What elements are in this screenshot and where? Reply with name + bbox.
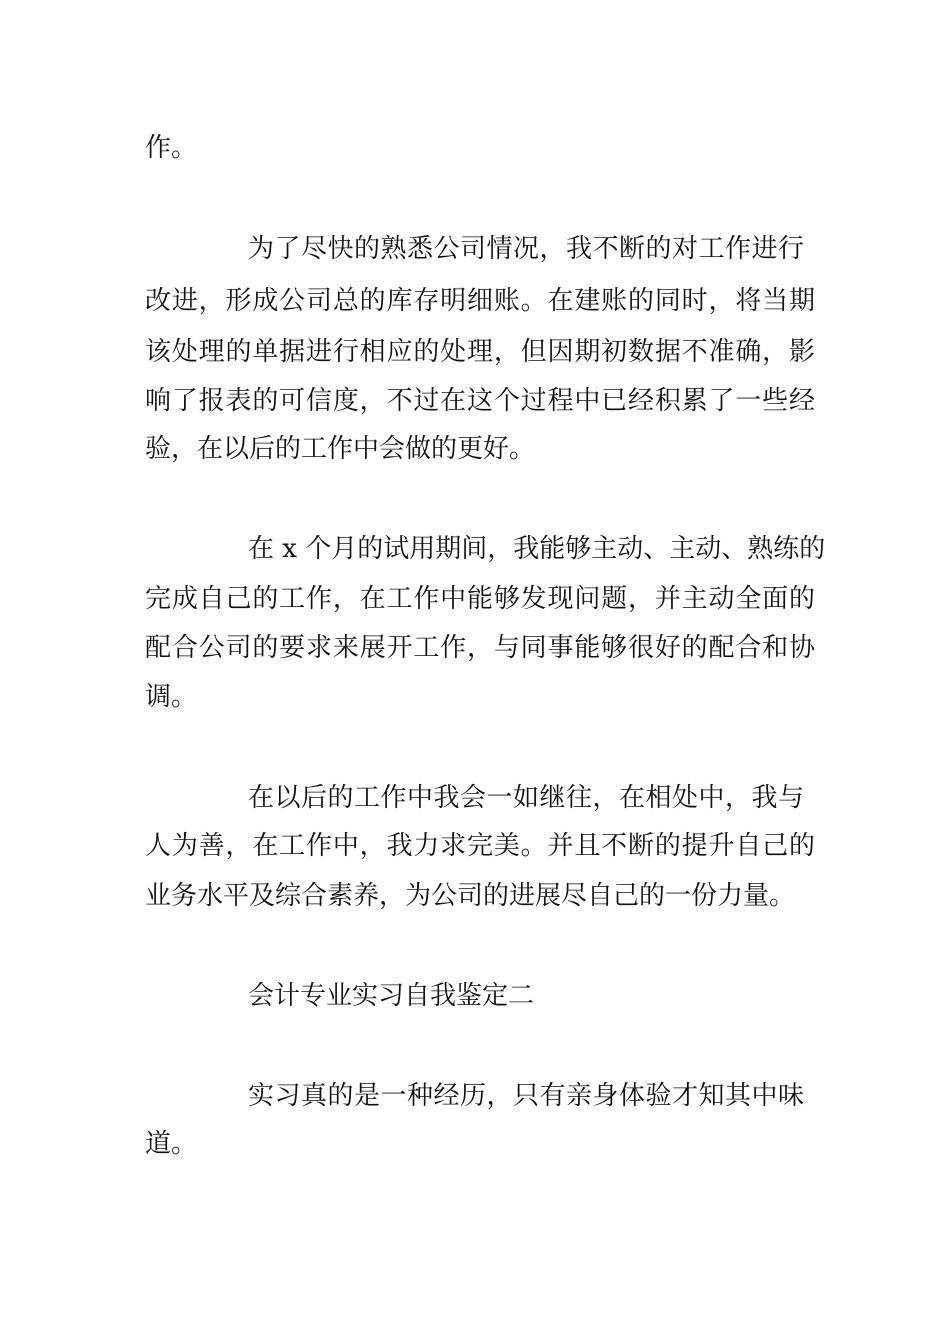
paragraph-line: 改进，形成公司总的库存明细账。在建账的同时，将当期 xyxy=(145,286,815,316)
paragraph-line: 为了尽快的熟悉公司情况，我不断的对工作进行 xyxy=(248,234,804,264)
paragraph-line: 在 x 个月的试用期间，我能够主动、主动、熟练的 xyxy=(248,534,826,564)
paragraph-line: 配合公司的要求来展开工作，与同事能够很好的配合和协 xyxy=(145,633,815,663)
paragraph-line: 完成自己的工作，在工作中能够发现问题，并主动全面的 xyxy=(145,584,815,614)
paragraph-line: 调。 xyxy=(145,682,198,712)
section-heading: 会计专业实习自我鉴定二 xyxy=(248,981,535,1011)
paragraph-line: 该处理的单据进行相应的处理，但因期初数据不准确，影 xyxy=(145,337,815,367)
paragraph-line: 业务水平及综合素养，为公司的进展尽自己的一份力量。 xyxy=(145,881,796,911)
paragraph-line: 响了报表的可信度，不过在这个过程中已经积累了一些经 xyxy=(145,386,815,416)
paragraph-line: 验，在以后的工作中会做的更好。 xyxy=(145,434,536,464)
paragraph-line: 作。 xyxy=(145,133,198,163)
paragraph-line: 人为善，在工作中，我力求完美。并且不断的提升自己的 xyxy=(145,831,815,861)
paragraph-line: 在以后的工作中我会一如继往，在相处中，我与 xyxy=(248,783,804,813)
paragraph-line: 道。 xyxy=(145,1129,198,1159)
paragraph-line: 实习真的是一种经历，只有亲身体验才知其中味 xyxy=(248,1081,804,1111)
